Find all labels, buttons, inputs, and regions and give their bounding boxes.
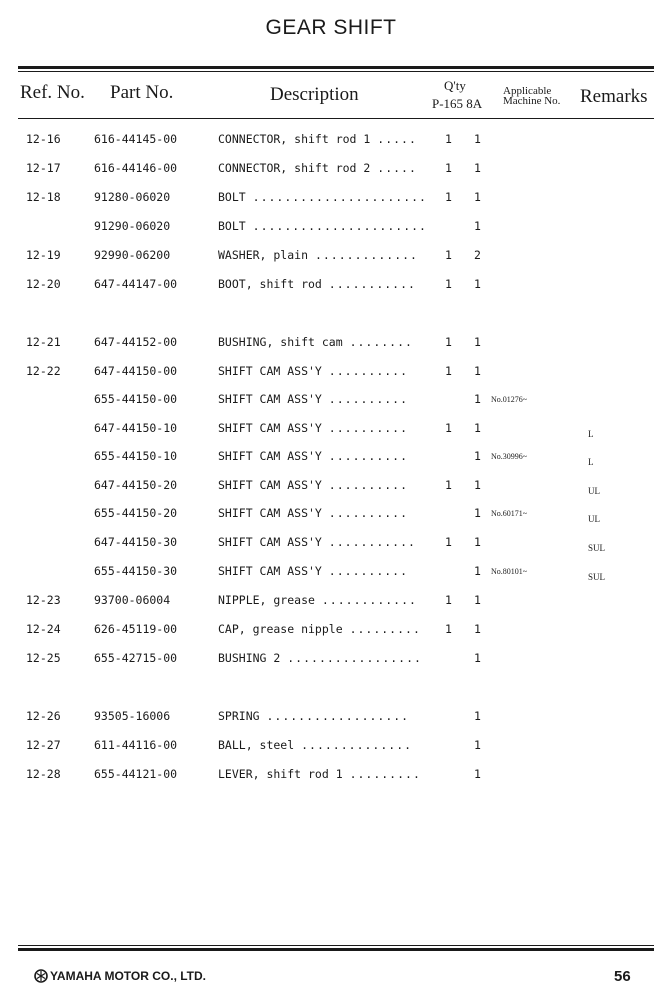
part-no: 655-44150-00	[94, 392, 178, 406]
ref-no: 12-26	[26, 709, 61, 723]
qty-2: 1	[474, 335, 481, 349]
qty-2: 1	[474, 190, 481, 204]
part-no: 655-44150-30	[94, 564, 178, 578]
description: SHIFT CAM ASS'Y ..........	[218, 364, 409, 378]
ref-no: 12-24	[26, 622, 61, 636]
description: BUSHING 2 .................	[218, 651, 422, 665]
page-number: 56	[614, 968, 631, 985]
ref-no: 12-25	[26, 651, 61, 665]
table-row	[0, 765, 662, 785]
header-description: Description	[270, 84, 359, 105]
ref-no: 12-22	[26, 364, 61, 378]
table-row	[0, 130, 662, 150]
table-row	[0, 333, 662, 353]
qty-2: 1	[474, 161, 481, 175]
table-row	[0, 736, 662, 756]
qty-2: 1	[474, 421, 481, 435]
ref-no: 12-18	[26, 190, 61, 204]
description: CONNECTOR, shift rod 2 .....	[218, 161, 417, 175]
description: BUSHING, shift cam ........	[218, 335, 413, 349]
table-row	[0, 275, 662, 295]
part-no: 91280-06020	[94, 190, 171, 204]
part-no: 647-44147-00	[94, 277, 178, 291]
table-row	[0, 447, 662, 467]
part-no: 655-42715-00	[94, 651, 178, 665]
qty-2: 1	[474, 622, 481, 636]
ref-no: 12-19	[26, 248, 61, 262]
qty-1: 1	[445, 364, 452, 378]
table-row	[0, 533, 662, 553]
ref-no: 12-20	[26, 277, 61, 291]
header-applicable: Applicable	[503, 85, 552, 97]
qty-2: 1	[474, 364, 481, 378]
qty-2: 1	[474, 506, 481, 520]
remarks: UL	[588, 514, 600, 524]
qty-2: 1	[474, 392, 481, 406]
header-machine-no: Machine No.	[503, 95, 561, 107]
ref-no: 12-17	[26, 161, 61, 175]
part-no: 647-44150-10	[94, 421, 178, 435]
qty-2: 1	[474, 277, 481, 291]
ref-no: 12-28	[26, 767, 61, 781]
part-no: 655-44150-20	[94, 506, 178, 520]
qty-1: 1	[445, 535, 452, 549]
part-no: 647-44150-20	[94, 478, 178, 492]
description: CAP, grease nipple .........	[218, 622, 421, 636]
company-name: YAMAHA MOTOR CO., LTD.	[50, 969, 206, 983]
qty-1: 1	[445, 248, 452, 262]
description: NIPPLE, grease ............	[218, 593, 417, 607]
description: BOOT, shift rod ...........	[218, 277, 416, 291]
description: SHIFT CAM ASS'Y ...........	[218, 535, 416, 549]
part-no: 616-44145-00	[94, 132, 178, 146]
table-row	[0, 390, 662, 410]
ref-no: 12-23	[26, 593, 61, 607]
header-rule-bottom	[18, 118, 654, 119]
description: LEVER, shift rod 1 .........	[218, 767, 421, 781]
description: BOLT ......................	[218, 219, 427, 233]
description: SHIFT CAM ASS'Y ..........	[218, 564, 409, 578]
description: SPRING ..................	[218, 709, 410, 723]
header-ref-no: Ref. No.	[20, 82, 85, 103]
description: SHIFT CAM ASS'Y ..........	[218, 478, 409, 492]
part-no: 93505-16006	[94, 709, 171, 723]
table-row	[0, 419, 662, 439]
qty-1: 1	[445, 161, 452, 175]
part-no: 655-44150-10	[94, 449, 178, 463]
qty-2: 1	[474, 738, 481, 752]
header-part-no: Part No.	[110, 82, 174, 103]
yamaha-emblem-icon	[34, 969, 48, 983]
remarks: SUL	[588, 572, 606, 582]
page-title: GEAR SHIFT	[265, 16, 397, 39]
remarks: L	[588, 457, 594, 467]
table-row	[0, 362, 662, 382]
part-no: 616-44146-00	[94, 161, 178, 175]
qty-2: 1	[474, 219, 481, 233]
ref-no: 12-16	[26, 132, 61, 146]
header-rule-top-thin	[18, 71, 654, 72]
part-no: 92990-06200	[94, 248, 171, 262]
footer-rule-thin	[18, 945, 654, 946]
description: SHIFT CAM ASS'Y ..........	[218, 449, 409, 463]
part-no: 91290-06020	[94, 219, 171, 233]
table-row	[0, 591, 662, 611]
qty-1: 1	[445, 421, 452, 435]
table-row	[0, 504, 662, 524]
description: SHIFT CAM ASS'Y ..........	[218, 421, 409, 435]
description: SHIFT CAM ASS'Y ..........	[218, 506, 409, 520]
qty-1: 1	[445, 335, 452, 349]
company-logo	[34, 969, 206, 983]
qty-1: 1	[445, 277, 452, 291]
qty-2: 1	[474, 709, 481, 723]
table-row	[0, 707, 662, 727]
table-row	[0, 188, 662, 208]
qty-2: 1	[474, 449, 481, 463]
machine-no: No.01276~	[491, 395, 528, 404]
machine-no: No.60171~	[491, 509, 528, 518]
qty-2: 1	[474, 132, 481, 146]
part-no: 93700-06004	[94, 593, 171, 607]
description: BOLT ......................	[218, 190, 427, 204]
table-row	[0, 217, 662, 237]
remarks: L	[588, 429, 594, 439]
remarks: UL	[588, 486, 600, 496]
qty-2: 1	[474, 767, 481, 781]
table-row	[0, 159, 662, 179]
header-remarks: Remarks	[580, 86, 648, 107]
qty-1: 1	[445, 132, 452, 146]
qty-1: 1	[445, 622, 452, 636]
part-no: 647-44150-00	[94, 364, 178, 378]
part-no: 611-44116-00	[94, 738, 178, 752]
qty-1: 1	[445, 478, 452, 492]
part-no: 647-44150-30	[94, 535, 178, 549]
table-row	[0, 246, 662, 266]
header-qty: Q'ty	[444, 78, 466, 93]
part-no: 655-44121-00	[94, 767, 178, 781]
remarks: SUL	[588, 543, 606, 553]
header-rule-top	[18, 66, 654, 69]
footer-rule	[18, 948, 654, 951]
machine-no: No.30996~	[491, 452, 528, 461]
qty-2: 2	[474, 248, 481, 262]
machine-no: No.80101~	[491, 567, 528, 576]
ref-no: 12-27	[26, 738, 61, 752]
header-qty-models: P-165 8A	[432, 96, 483, 111]
description: SHIFT CAM ASS'Y ..........	[218, 392, 409, 406]
table-row	[0, 649, 662, 669]
table-row	[0, 476, 662, 496]
part-no: 626-45119-00	[94, 622, 178, 636]
qty-2: 1	[474, 564, 481, 578]
part-no: 647-44152-00	[94, 335, 178, 349]
qty-2: 1	[474, 593, 481, 607]
ref-no: 12-21	[26, 335, 61, 349]
qty-2: 1	[474, 651, 481, 665]
qty-2: 1	[474, 535, 481, 549]
qty-1: 1	[445, 190, 452, 204]
qty-1: 1	[445, 593, 452, 607]
table-row	[0, 620, 662, 640]
table-row	[0, 562, 662, 582]
description: BALL, steel ..............	[218, 738, 413, 752]
qty-2: 1	[474, 478, 481, 492]
description: WASHER, plain .............	[218, 248, 418, 262]
description: CONNECTOR, shift rod 1 .....	[218, 132, 417, 146]
